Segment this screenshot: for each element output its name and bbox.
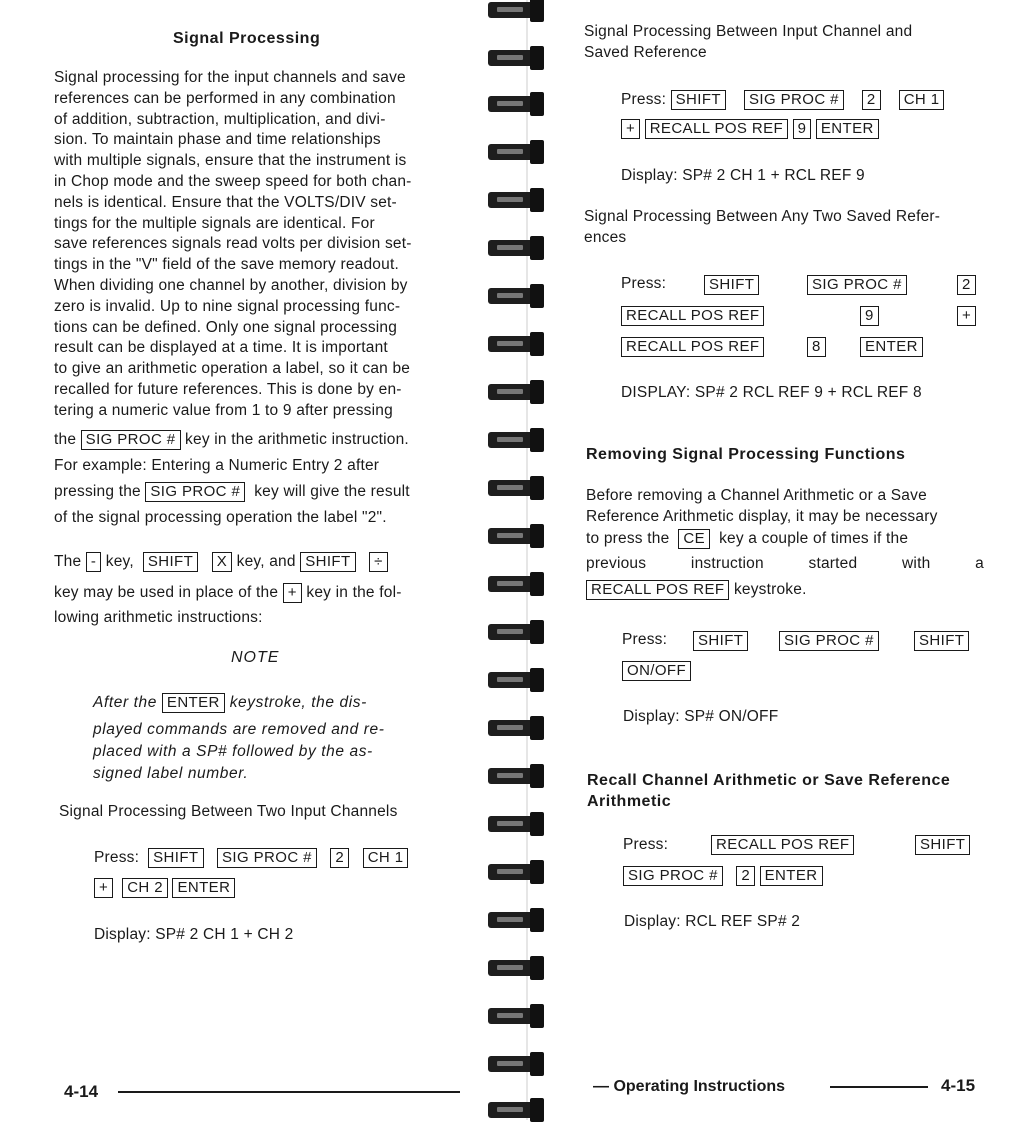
para-line: nels is identical. Ensure that the VOLTS/DIV set-: [54, 193, 397, 211]
shift-key: SHIFT: [915, 835, 970, 855]
section-line: Signal Processing Between Input Channel and: [584, 23, 913, 40]
shift-key: SHIFT: [300, 552, 355, 572]
binding-coil: [488, 384, 536, 400]
footer-section-label: — Operating Instructions: [593, 1078, 786, 1095]
para-line: references can be performed in any combination: [54, 89, 396, 107]
binding-coil: [488, 336, 536, 352]
enter-key: ENTER: [162, 693, 225, 713]
section-line: Signal Processing Between Any Two Saved Refer-: [584, 208, 941, 225]
text: keystroke.: [733, 581, 807, 598]
section-recall-arithmetic: [587, 770, 1017, 812]
enter-key: ENTER: [816, 119, 879, 139]
footer-rule-right: [830, 1086, 928, 1088]
section-line: Saved Reference: [584, 43, 707, 61]
recall-pos-ref-key: RECALL POS REF: [586, 580, 729, 600]
binding-coil: [488, 288, 536, 304]
sig-proc-key: SIG PROC #: [217, 848, 317, 868]
text: key will give the result: [254, 483, 410, 500]
binding-coil: [488, 432, 536, 448]
enter-key: ENTER: [760, 866, 823, 886]
text: the: [54, 431, 77, 448]
key-9: 9: [860, 306, 879, 326]
line-lowing: lowing arithmetic instructions:: [54, 609, 263, 626]
para-line: in Chop mode and the sweep speed for both chan-: [54, 172, 412, 190]
para-line: result can be displayed at a time. It is important: [54, 339, 388, 357]
section-two-saved: [584, 207, 1004, 249]
binding-coil: [488, 528, 536, 544]
para-line: tering a numeric value from 1 to 9 after pressing: [54, 401, 393, 419]
minus-key: -: [86, 552, 101, 572]
plus-key: +: [283, 583, 302, 603]
line-in-place: [54, 583, 402, 603]
para-line: with multiple signals, ensure that the instrument is: [54, 152, 407, 170]
shift-key: SHIFT: [148, 848, 203, 868]
plus-key: +: [957, 306, 976, 326]
shift-key: SHIFT: [143, 552, 198, 572]
sig-proc-key: SIG PROC #: [744, 90, 844, 110]
press-row-r2: [621, 119, 879, 139]
line-example: For example: Entering a Numeric Entry 2 after: [54, 457, 380, 474]
shift-key: SHIFT: [693, 631, 748, 651]
binding-coil: [488, 768, 536, 784]
key-2: 2: [736, 866, 755, 886]
display-on-off: Display: SP# ON/OFF: [623, 708, 779, 725]
para-line: recalled for future references. This is done by en-: [54, 380, 402, 398]
text: After the: [93, 694, 157, 711]
page-number-left: 4-14: [64, 1082, 99, 1101]
spiral-binding: [480, 0, 560, 1120]
key-8: 8: [807, 337, 826, 357]
display-two-inputs: Display: SP# 2 CH 1 + CH 2: [94, 926, 294, 943]
para-line: zero is invalid. Up to nine signal processing func-: [54, 297, 401, 315]
page-gutter: [526, 0, 528, 1120]
word: previous: [586, 555, 647, 572]
section-two-input-channels: Signal Processing Between Two Input Channels: [59, 803, 398, 820]
text: pressing the: [54, 483, 141, 500]
line-label: of the signal processing operation the label "2".: [54, 509, 387, 526]
shift-key: SHIFT: [671, 90, 726, 110]
ch1-key: CH 1: [363, 848, 409, 868]
recall-pos-ref-key: RECALL POS REF: [645, 119, 788, 139]
binding-coil: [488, 720, 536, 736]
press-row-r5b: [623, 866, 823, 886]
binding-coil: [488, 240, 536, 256]
enter-key: ENTER: [860, 337, 923, 357]
key-2: 2: [957, 275, 976, 295]
binding-coil: [488, 672, 536, 688]
x-key: X: [212, 552, 232, 572]
plus-key: +: [621, 119, 640, 139]
note-line: played commands are removed and re-: [93, 721, 385, 738]
display-two-saved: DISPLAY: SP# 2 RCL REF 9 + RCL REF 8: [621, 384, 922, 401]
para-line: of addition, subtraction, multiplication, and divi-: [54, 110, 386, 128]
line-sigproc-key: [54, 430, 409, 450]
page-number-right: 4-15: [941, 1076, 976, 1095]
key-2: 2: [862, 90, 881, 110]
press-label: Press:: [94, 849, 140, 866]
shift-key: SHIFT: [704, 275, 759, 295]
binding-coil: [488, 960, 536, 976]
press-row-2: [94, 878, 235, 898]
para-line: to give an arithmetic operation a label, so it can be: [54, 360, 411, 378]
para-line: save references signals read volts per division set-: [54, 235, 412, 253]
press-row-r1: [621, 90, 944, 110]
on-off-key: ON/OFF: [622, 661, 691, 681]
enter-key: ENTER: [172, 878, 235, 898]
divide-key: ÷: [369, 552, 388, 572]
binding-coil: [488, 1008, 536, 1024]
removing-paragraph: [586, 486, 1016, 528]
text: keystroke, the dis-: [229, 694, 367, 711]
sig-proc-key: SIG PROC #: [807, 275, 907, 295]
text: key in the fol-: [306, 584, 402, 601]
note-body: [93, 719, 385, 785]
footer-rule-left: [118, 1091, 460, 1093]
line-alt-keys: [54, 552, 388, 572]
press-row-1: [94, 848, 408, 868]
para-line: tings in the "V" field of the save memory readout.: [54, 256, 399, 274]
para-line: tions can be defined. Only one signal processing: [54, 318, 398, 336]
text: key a couple of times if the: [719, 530, 909, 547]
ce-key: CE: [678, 529, 710, 549]
key-9: 9: [793, 119, 812, 139]
binding-coil: [488, 576, 536, 592]
note-line: placed with a SP# followed by the as-: [93, 743, 373, 760]
para-line: Signal processing for the input channels and save: [54, 69, 406, 86]
section-title-signal-processing: Signal Processing: [173, 30, 321, 47]
binding-coil: [488, 912, 536, 928]
binding-coil: [488, 864, 536, 880]
right-page: [560, 0, 1028, 1120]
display-recall: Display: RCL REF SP# 2: [624, 913, 801, 930]
word: with: [902, 555, 931, 572]
text: The: [54, 553, 82, 570]
binding-coil: [488, 1102, 536, 1118]
press-label-r5: Press:: [623, 836, 669, 853]
text: to press the: [586, 530, 670, 547]
binding-coil: [488, 2, 536, 18]
para-line: When dividing one channel by another, division by: [54, 276, 408, 294]
section-input-vs-saved: [584, 22, 1004, 64]
binding-coil: [488, 1056, 536, 1072]
section-removing-functions: Removing Signal Processing Functions: [586, 446, 906, 463]
para-line: tings for the multiple signals are identical. For: [54, 214, 375, 232]
ch2-key: CH 2: [122, 878, 168, 898]
ch1-key: CH 1: [899, 90, 945, 110]
line-press-ce: [586, 529, 908, 549]
text: key in the arithmetic instruction.: [185, 431, 409, 448]
section-line: Arithmetic: [587, 793, 672, 810]
sig-proc-key: SIG PROC #: [81, 430, 181, 450]
recall-pos-ref-key: RECALL POS REF: [621, 306, 764, 326]
shift-key: SHIFT: [914, 631, 969, 651]
text: key,: [105, 553, 134, 570]
left-page: [0, 0, 480, 1120]
binding-coil: [488, 50, 536, 66]
word: a: [975, 555, 984, 572]
key-2: 2: [330, 848, 349, 868]
press-label-r4: Press:: [622, 631, 668, 648]
text: key may be used in place of the: [54, 584, 279, 601]
note-first-line: [93, 693, 367, 713]
section-line: Recall Channel Arithmetic or Save Reference: [587, 772, 951, 789]
word: started: [808, 555, 858, 572]
para-line: Before removing a Channel Arithmetic or a Save: [586, 487, 927, 504]
para-line: sion. To maintain phase and time relationships: [54, 131, 381, 149]
binding-coil: [488, 144, 536, 160]
display-input-vs-saved: Display: SP# 2 CH 1 + RCL REF 9: [621, 167, 865, 184]
sig-proc-key: SIG PROC #: [623, 866, 723, 886]
recall-pos-ref-key: RECALL POS REF: [621, 337, 764, 357]
sig-proc-key: SIG PROC #: [779, 631, 879, 651]
press-label: Press:: [621, 91, 667, 108]
section-line: ences: [584, 228, 627, 246]
text: key, and: [236, 553, 296, 570]
line-previous: [586, 555, 984, 573]
recall-pos-ref-key: RECALL POS REF: [711, 835, 854, 855]
binding-coil: [488, 96, 536, 112]
binding-coil: [488, 480, 536, 496]
note-heading: NOTE: [231, 649, 280, 666]
intro-paragraph: [54, 68, 456, 422]
press-label-r3: Press:: [621, 275, 667, 292]
binding-coil: [488, 816, 536, 832]
line-pressing: [54, 482, 410, 502]
binding-coil: [488, 192, 536, 208]
para-line: Reference Arithmetic display, it may be necessary: [586, 507, 938, 525]
sig-proc-key: SIG PROC #: [145, 482, 245, 502]
note-line: signed label number.: [93, 765, 249, 782]
binding-coil: [488, 624, 536, 640]
line-recall-keystroke: [586, 580, 807, 600]
word: instruction: [690, 555, 764, 572]
plus-key: +: [94, 878, 113, 898]
